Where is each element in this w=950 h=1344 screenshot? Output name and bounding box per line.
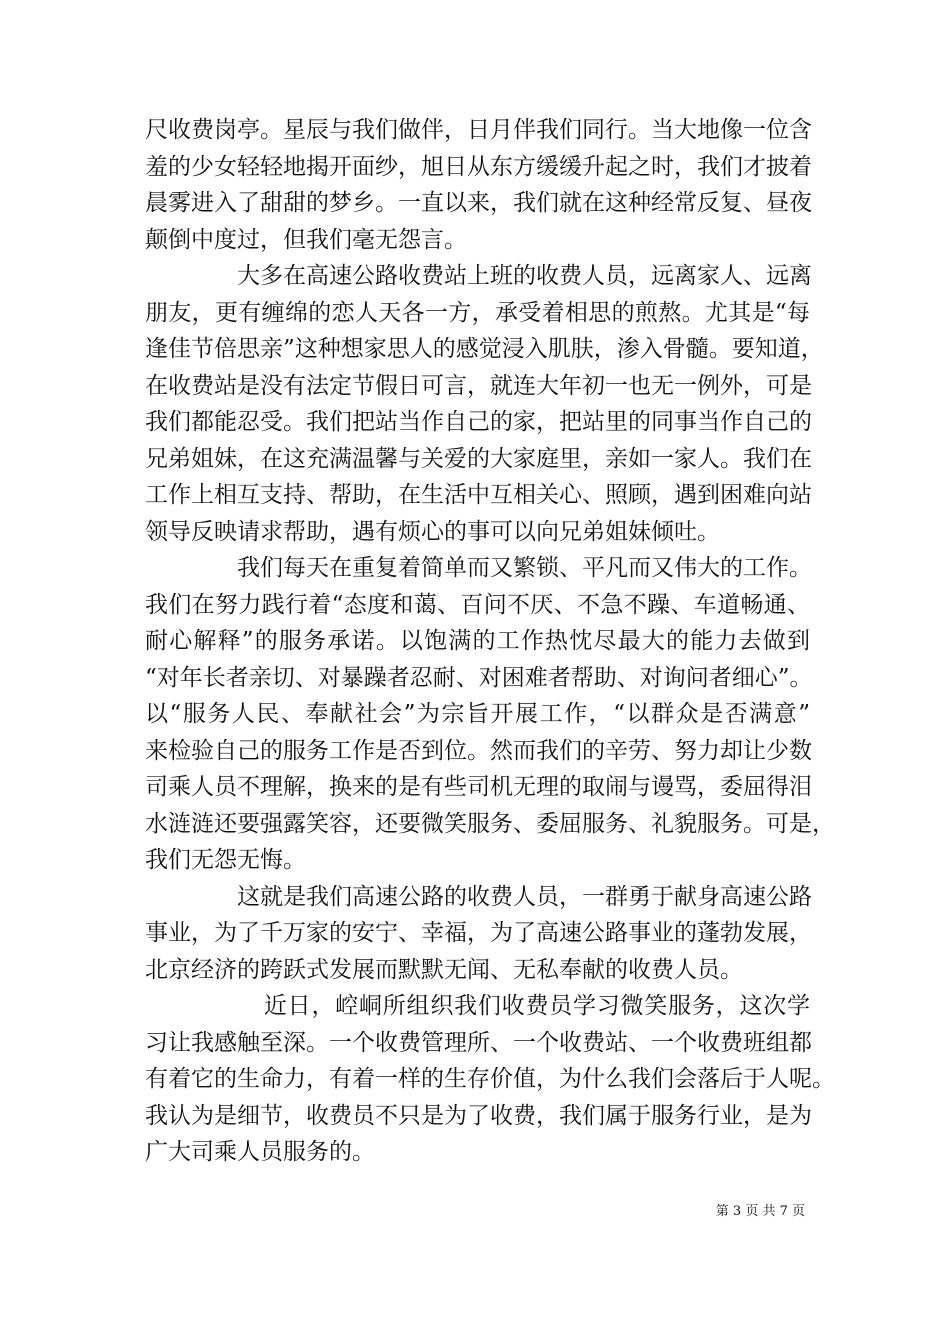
text-line: 以“服务人民、奉献社会”为宗旨开展工作，“以群众是否满意” xyxy=(145,701,810,727)
text-line: 这就是我们高速公路的收费人员，一群勇于献身高速公路 xyxy=(145,883,812,910)
text-line: 广大司乘人员服务的。 xyxy=(145,1139,375,1165)
text-line: 颠倒中度过，但我们毫无怨言。 xyxy=(145,226,467,253)
text-line: 兄弟姐妹，在这充满温馨与关爱的大家庭里，亲如一家人。我们在 xyxy=(145,445,812,472)
body-text xyxy=(145,112,835,1171)
paragraph-3 xyxy=(145,550,835,879)
page-number: 第 3 页 共 7 页 xyxy=(715,1204,805,1219)
text-line: 耐心解释”的服务承诺。以饱满的工作热忱尽最大的能力去做到 xyxy=(145,628,810,654)
text-line: 我们都能忍受。我们把站当作自己的家，把站里的同事当作自己的 xyxy=(145,409,812,435)
text-line: 近日，崆峒所组织我们收费员学习微笑服务，这次学 xyxy=(145,993,810,1019)
text-line: 晨雾进入了甜甜的梦乡。一直以来，我们就在这种经常反复、昼夜 xyxy=(145,190,812,216)
text-line: 羞的少女轻轻地揭开面纱，旭日从东方缓缓升起之时，我们才披着 xyxy=(145,153,812,180)
text-line: 水涟涟还要强露笑容，还要微笑服务、委屈服务、礼貌服务。可是， xyxy=(145,810,835,837)
text-line: 领导反映请求帮助，遇有烦心的事可以向兄弟姐妹倾吐。 xyxy=(145,518,720,545)
text-line: 尺收费岗亭。星辰与我们做伴，日月伴我们同行。当大地像一位含 xyxy=(145,117,812,143)
text-line: 我认为是细节，收费员不只是为了收费，我们属于服务行业，是为 xyxy=(145,1102,812,1129)
text-line: “对年长者亲切、对暴躁者忍耐、对困难者帮助、对询问者细心”。 xyxy=(145,664,813,691)
text-line: 工作上相互支持、帮助，在生活中互相关心、照顾，遇到困难向站 xyxy=(145,482,812,508)
text-line: 北京经济的跨跃式发展而默默无闻、无私奉献的收费人员。 xyxy=(145,956,743,983)
text-line: 我们每天在重复着简单而又繁锁、平凡而又伟大的工作。 xyxy=(145,555,812,581)
text-line: 司乘人员不理解，换来的是有些司机无理的取闹与谩骂，委屈得泪 xyxy=(145,774,812,800)
text-line: 在收费站是没有法定节假日可言，就连大年初一也无一例外，可是 xyxy=(145,372,812,399)
paragraph-2 xyxy=(145,258,824,550)
text-line: 有着它的生命力，有着一样的生存价值，为什么我们会落后于人呢。 xyxy=(145,1066,835,1092)
text-line: 我们在努力践行着“态度和蔼、百问不厌、不急不躁、车道畅通、 xyxy=(145,591,810,618)
paragraph-5 xyxy=(145,988,835,1171)
text-line: 习让我感触至深。一个收费管理所、一个收费站、一个收费班组都 xyxy=(145,1029,812,1056)
text-line: 事业，为了千万家的安宁、幸福，为了高速公路事业的蓬勃发展， xyxy=(145,920,812,946)
paragraph-4 xyxy=(145,879,810,989)
text-line: 逢佳节倍思亲”这种想家思人的感觉浸入肌肤，渗入骨髓。要知道， xyxy=(145,336,824,362)
paragraph-1 xyxy=(145,112,810,258)
text-line: 大多在高速公路收费站上班的收费人员，远离家人、远离 xyxy=(145,263,812,289)
text-line: 我们无怨无悔。 xyxy=(145,847,306,873)
text-line: 来检验自己的服务工作是否到位。然而我们的辛劳、努力却让少数 xyxy=(145,737,812,764)
text-line: 朋友，更有缠绵的恋人天各一方，承受着相思的煎熬。尤其是“每 xyxy=(145,299,810,326)
